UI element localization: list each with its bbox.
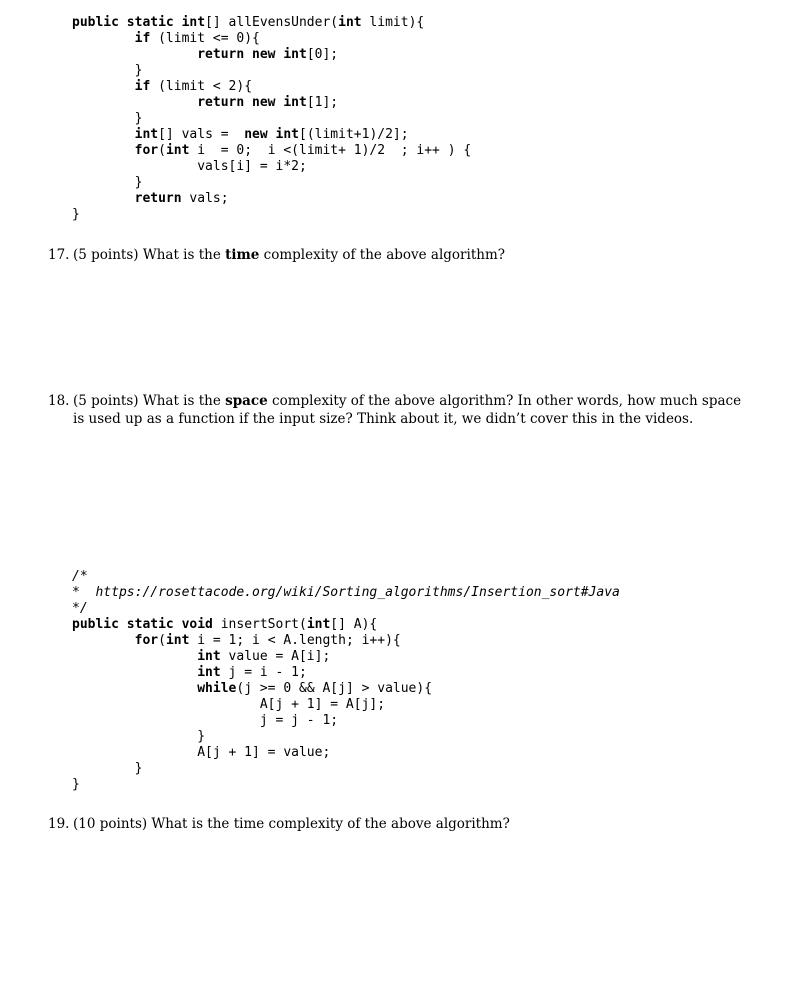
code-line — [72, 31, 471, 47]
code-token — [72, 95, 197, 110]
code-token — [72, 665, 197, 680]
code-line — [72, 569, 620, 585]
question-text: (10 points) What is the time complexity of the above algorithm? — [73, 816, 510, 832]
code-token: return new int — [197, 47, 307, 62]
code-token — [72, 649, 197, 664]
code-line — [72, 761, 620, 777]
code-line — [72, 601, 620, 617]
code-line — [72, 111, 471, 127]
code-token — [72, 143, 135, 158]
code-line — [72, 95, 471, 111]
code-token: insertSort( — [212, 617, 307, 632]
code-line — [72, 665, 620, 681]
code-token: vals; — [181, 191, 229, 206]
code-token: new int — [244, 127, 299, 142]
code-token — [72, 79, 135, 94]
code-token: for — [134, 633, 159, 648]
code-token — [72, 633, 135, 648]
code-line — [72, 745, 620, 761]
code-token — [72, 47, 197, 62]
code-token: A[j + 1] = A[j]; — [72, 697, 386, 712]
code-token: [] A){ — [330, 617, 378, 632]
code-line — [72, 79, 471, 95]
code-token: j = j - 1; — [72, 713, 339, 728]
code-token: } — [72, 63, 143, 78]
question-number: 17. — [48, 247, 70, 263]
code-token: [(limit+1)/2]; — [299, 127, 409, 142]
code-token — [72, 127, 135, 142]
code-token: } — [72, 207, 80, 222]
code-token: int — [306, 617, 331, 632]
code-token: for — [134, 143, 159, 158]
code-line — [72, 207, 471, 223]
code-line — [72, 47, 471, 63]
code-token: value = A[i]; — [220, 649, 331, 664]
code-token: } — [72, 729, 206, 744]
code-token: [] allEvensUnder( — [205, 15, 339, 30]
code-line — [72, 729, 620, 745]
code-line — [72, 617, 620, 633]
code-line — [72, 191, 471, 207]
code-token: limit){ — [361, 15, 425, 30]
code-token — [72, 191, 135, 206]
question-number: 19. — [48, 816, 70, 832]
code-token: (limit < 2){ — [150, 79, 253, 94]
code-token: vals[i] = i*2; — [72, 159, 307, 174]
code-line — [72, 649, 620, 665]
code-line — [72, 143, 471, 159]
code-token: int — [165, 143, 190, 158]
code-token: public static void — [72, 617, 213, 632]
code-token: int — [197, 665, 221, 680]
code-token: ( — [158, 633, 166, 648]
code-line — [72, 681, 620, 697]
code-token — [72, 31, 135, 46]
code-block-insert-sort — [72, 569, 620, 793]
code-token: while — [197, 681, 237, 696]
code-token: public static int — [72, 15, 206, 30]
code-token: int — [165, 633, 190, 648]
code-token: int — [197, 649, 221, 664]
code-line — [72, 127, 471, 143]
code-token: if — [134, 79, 151, 94]
code-token: return — [134, 191, 182, 206]
question-18 — [48, 392, 748, 428]
code-line — [72, 713, 620, 729]
code-token: int — [134, 127, 159, 142]
code-token: i = 1; i < A.length; i++){ — [189, 633, 401, 648]
code-token: /* — [72, 569, 88, 584]
question-19 — [48, 815, 748, 833]
code-token: i = 0; i <(limit+ 1)/2 ; i++ ) { — [189, 143, 472, 158]
code-line — [72, 777, 620, 793]
code-line — [72, 633, 620, 649]
code-token: A[j + 1] = value; — [72, 745, 331, 760]
code-token: ( — [158, 143, 166, 158]
code-token: (j >= 0 && A[j] > value){ — [236, 681, 433, 696]
code-token: * https://rosettacode.org/wiki/Sorting_algorithms/Insertion_sort#Java — [72, 585, 620, 600]
code-line — [72, 15, 471, 31]
question-text: (5 points) What is the time complexity of the above algorithm? — [73, 247, 505, 263]
code-line — [72, 159, 471, 175]
code-line — [72, 63, 471, 79]
code-token: [1]; — [306, 95, 339, 110]
code-token: } — [72, 111, 143, 126]
code-token: j = i - 1; — [220, 665, 307, 680]
code-token: } — [72, 777, 80, 792]
question-number: 18. — [48, 393, 70, 409]
code-token: [] vals = — [158, 127, 245, 142]
code-token: } — [72, 175, 143, 190]
code-token: [0]; — [306, 47, 339, 62]
code-token — [72, 681, 197, 696]
question-17 — [48, 246, 748, 264]
question-text: (5 points) What is the space complexity of the above algorithm? In other words, how much space is used up as a function if the input size? Think about it, we didn’t cover this in the videos. — [73, 393, 742, 427]
code-token: int — [338, 15, 362, 30]
code-token: } — [72, 761, 143, 776]
code-line — [72, 585, 620, 601]
code-token: if — [134, 31, 151, 46]
code-line — [72, 175, 471, 191]
code-line — [72, 697, 620, 713]
code-token: */ — [72, 601, 88, 616]
code-block-all-evens-under — [72, 15, 471, 223]
code-token: (limit <= 0){ — [150, 31, 260, 46]
code-token: return new int — [197, 95, 307, 110]
